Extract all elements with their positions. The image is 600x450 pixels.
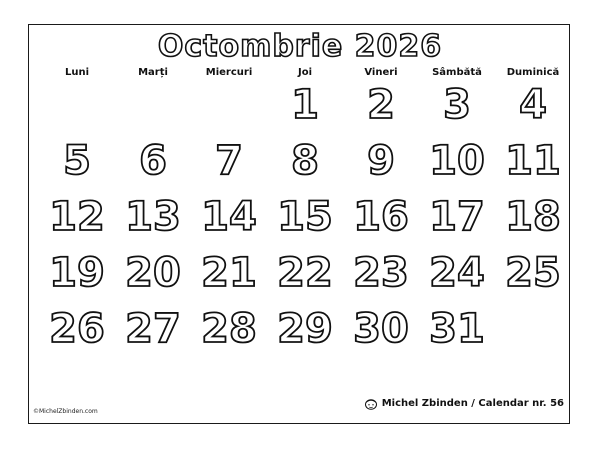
day-cell: 21 <box>201 250 257 296</box>
day-cell: 11 <box>505 138 561 184</box>
credit-text: Michel Zbinden / Calendar nr. 56 <box>381 398 564 409</box>
day-cell: 18 <box>505 194 561 240</box>
day-cell: 10 <box>429 138 485 184</box>
face-icon <box>364 398 378 410</box>
day-cell: 25 <box>505 250 561 296</box>
weekday-label: Duminică <box>506 67 560 78</box>
empty-day-cell <box>191 82 267 138</box>
day-cell: 20 <box>125 250 181 296</box>
day-grid <box>39 82 571 362</box>
day-cell: 17 <box>429 194 485 240</box>
copyright-text: ©MichelZbinden.com <box>33 408 98 415</box>
day-cell: 7 <box>215 138 243 184</box>
weekday-label: Sâmbătă <box>432 67 482 78</box>
calendar-title: Octombrie 2026 <box>157 29 443 64</box>
day-cell: 1 <box>291 82 319 128</box>
day-cell: 22 <box>277 250 333 296</box>
day-cell: 29 <box>277 306 333 352</box>
day-cell: 14 <box>201 194 257 240</box>
day-cell: 9 <box>367 138 395 184</box>
day-cell: 27 <box>125 306 181 352</box>
day-cell: 28 <box>201 306 257 352</box>
day-cell: 4 <box>519 82 547 128</box>
day-cell: 2 <box>367 82 395 128</box>
day-cell: 6 <box>139 138 167 184</box>
weekday-label: Marți <box>138 67 168 78</box>
weekday-label: Miercuri <box>205 67 253 78</box>
day-cell: 30 <box>353 306 409 352</box>
day-cell: 15 <box>277 194 333 240</box>
weekday-label: Vineri <box>364 67 398 78</box>
day-cell: 26 <box>49 306 105 352</box>
empty-day-cell <box>39 82 115 138</box>
day-cell: 12 <box>49 194 105 240</box>
day-cell: 3 <box>443 82 471 128</box>
weekday-header-row <box>39 66 571 80</box>
day-cell: 24 <box>429 250 485 296</box>
weekday-label: Luni <box>64 67 90 78</box>
day-cell: 13 <box>125 194 181 240</box>
day-cell: 16 <box>353 194 409 240</box>
weekday-label: Joi <box>297 67 313 78</box>
day-cell: 23 <box>353 250 409 296</box>
day-cell: 8 <box>291 138 319 184</box>
empty-day-cell <box>115 82 191 138</box>
credit-line <box>364 397 564 411</box>
day-cell: 5 <box>63 138 91 184</box>
day-cell: 19 <box>49 250 105 296</box>
day-cell: 31 <box>429 306 485 352</box>
